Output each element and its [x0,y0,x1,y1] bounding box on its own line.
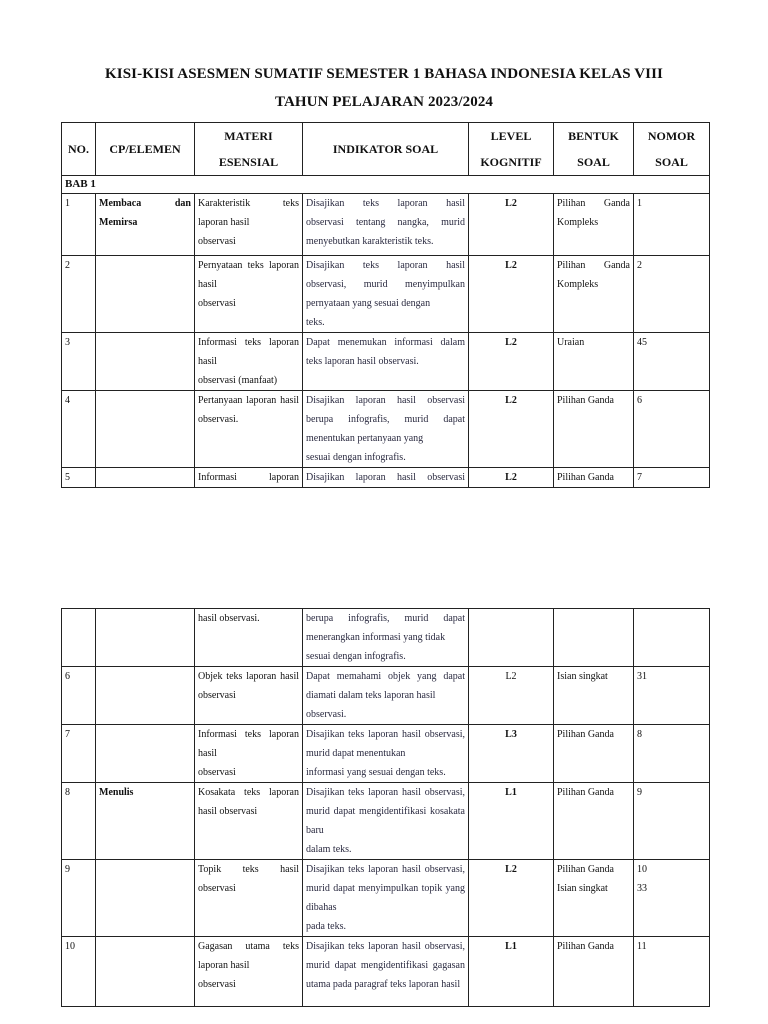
cell-no: 1 [62,194,96,256]
cell-no: 9 [62,860,96,937]
cell-indikator: Disajikan teks laporan hasil observasi, murid menyimpulkan pernyataan yang sesuai dengan teks. [303,256,469,333]
cell-level: L2 [469,194,554,256]
cell-materi: Informasi teks laporan hasil observasi [195,725,303,783]
cell-no [62,609,96,667]
cell-materi: Topik teks hasil observasi [195,860,303,937]
cell-indikator: Disajikan teks laporan hasil observasi tentang nangka, murid menyebutkan karakteristik teks. [303,194,469,256]
header-no: NO. [62,123,96,176]
cell-cp-elemen [96,667,195,725]
cell-nomor: 7 [634,468,710,488]
cell-no: 8 [62,783,96,860]
cell-nomor: 8 [634,725,710,783]
cell-indikator: Disajikan laporan hasil observasi berupa infografis, murid dapat menentukan pertanyaan yang sesuai dengan infografis. [303,391,469,468]
cell-cp-elemen [96,725,195,783]
cell-level: L2 [469,860,554,937]
cell-bentuk: Pilihan Ganda Isian singkat [554,860,634,937]
cell-nomor: 9 [634,783,710,860]
cell-no: 2 [62,256,96,333]
table-row [62,667,710,725]
cell-level: L2 [469,667,554,725]
cell-cp-elemen [96,609,195,667]
cell-bentuk: Pilihan Ganda [554,937,634,1007]
cell-materi: hasil observasi. [195,609,303,667]
cell-materi: Pertanyaan laporan hasil observasi. [195,391,303,468]
cell-no: 3 [62,333,96,391]
table-row [62,937,710,1007]
cell-cp-elemen: Membaca dan Memirsa [96,194,195,256]
cell-indikator: Disajikan laporan hasil observasi [303,468,469,488]
cell-bentuk: Pilihan Ganda [554,468,634,488]
cell-indikator: Disajikan teks laporan hasil observasi, murid dapat mengidentifikasi gagasan utama pada paragraf teks laporan hasil [303,937,469,1007]
cell-no: 7 [62,725,96,783]
cell-indikator: Dapat memahami objek yang dapat diamati dalam teks laporan hasil observasi. [303,667,469,725]
header-indikator-soal: INDIKATOR SOAL [303,123,469,176]
header-bentuk-soal: BENTUK SOAL [554,123,634,176]
cell-no: 4 [62,391,96,468]
table-row [62,860,710,937]
cell-materi: Informasi laporan [195,468,303,488]
cell-cp-elemen: Menulis [96,783,195,860]
cell-no: 5 [62,468,96,488]
cell-materi: Informasi teks laporan hasil observasi (manfaat) [195,333,303,391]
cell-nomor [634,609,710,667]
cell-level: L1 [469,783,554,860]
cell-bentuk: Isian singkat [554,667,634,725]
table-header-row [62,123,710,176]
kisi-kisi-table-part-2 [61,608,710,1007]
cell-materi: Objek teks laporan hasil observasi [195,667,303,725]
table-row [62,256,710,333]
cell-bentuk: Pilihan Ganda [554,725,634,783]
table-row [62,725,710,783]
table-row [62,468,710,488]
header-nomor-soal: NOMOR SOAL [634,123,710,176]
table-row [62,391,710,468]
table-row [62,194,710,256]
cell-nomor: 6 [634,391,710,468]
cell-bentuk [554,609,634,667]
cell-level: L2 [469,468,554,488]
cell-nomor: 11 [634,937,710,1007]
cell-nomor: 1 [634,194,710,256]
kisi-kisi-table-part-1 [61,122,710,488]
table-row [62,333,710,391]
cell-nomor: 31 [634,667,710,725]
section-label: BAB 1 [62,176,710,194]
cell-indikator: Dapat menemukan informasi dalam teks laporan hasil observasi. [303,333,469,391]
cell-materi: Karakteristik teks laporan hasil observasi [195,194,303,256]
cell-cp-elemen [96,860,195,937]
document-subtitle: TAHUN PELAJARAN 2023/2024 [274,94,494,110]
cell-bentuk: Pilihan Ganda Kompleks [554,256,634,333]
cell-indikator: berupa infografis, murid dapat menerangkan informasi yang tidak sesuai dengan infografis. [303,609,469,667]
cell-bentuk: Pilihan Ganda [554,391,634,468]
cell-indikator: Disajikan teks laporan hasil observasi, murid dapat menyimpulkan topik yang dibahas pada teks. [303,860,469,937]
cell-nomor: 10 33 [634,860,710,937]
cell-no: 10 [62,937,96,1007]
cell-no: 6 [62,667,96,725]
cell-bentuk: Pilihan Ganda [554,783,634,860]
cell-indikator: Disajikan teks laporan hasil observasi, murid dapat menentukan informasi yang sesuai dengan teks. [303,725,469,783]
document-title: KISI-KISI ASESMEN SUMATIF SEMESTER 1 BAHASA INDONESIA KELAS VIII [105,66,663,82]
cell-cp-elemen [96,391,195,468]
table-row [62,783,710,860]
cell-cp-elemen [96,256,195,333]
section-row [62,176,710,194]
cell-bentuk: Uraian [554,333,634,391]
cell-nomor: 2 [634,256,710,333]
cell-level: L2 [469,256,554,333]
cell-level: L2 [469,333,554,391]
cell-nomor: 45 [634,333,710,391]
table-row [62,609,710,667]
header-level-kognitif: LEVEL KOGNITIF [469,123,554,176]
header-cp-elemen: CP/ELEMEN [96,123,195,176]
cell-cp-elemen [96,468,195,488]
cell-level: L1 [469,937,554,1007]
cell-bentuk: Pilihan Ganda Kompleks [554,194,634,256]
cell-level [469,609,554,667]
cell-indikator: Disajikan teks laporan hasil observasi, murid dapat mengidentifikasi kosakata baru dalam teks. [303,783,469,860]
cell-level: L3 [469,725,554,783]
cell-materi: Gagasan utama teks laporan hasil observasi [195,937,303,1007]
cell-materi: Kosakata teks laporan hasil observasi [195,783,303,860]
header-materi-esensial: MATERI ESENSIAL [195,123,303,176]
cell-cp-elemen [96,333,195,391]
cell-level: L2 [469,391,554,468]
cell-materi: Pernyataan teks laporan hasil observasi [195,256,303,333]
cell-cp-elemen [96,937,195,1007]
